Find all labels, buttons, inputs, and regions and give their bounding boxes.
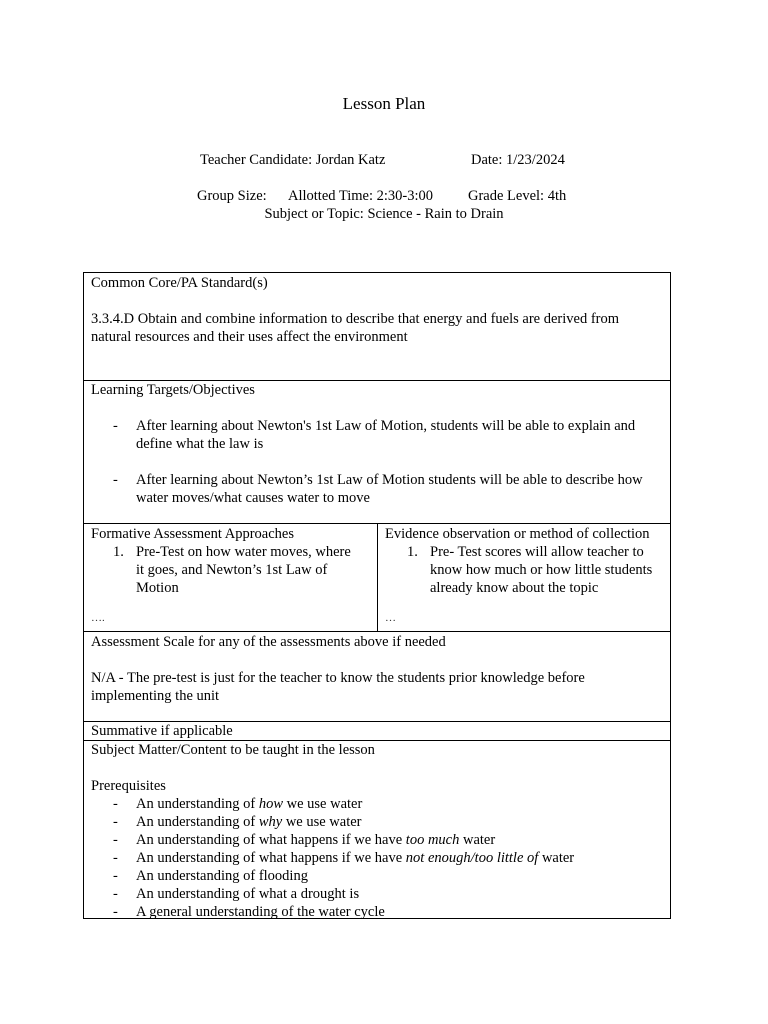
teacher-candidate: Teacher Candidate: Jordan Katz	[200, 152, 386, 168]
prerequisite-item	[91, 795, 670, 813]
prerequisite-text: An understanding of what a drought is	[136, 886, 360, 902]
dash-bullet: -	[113, 850, 118, 866]
prerequisite-text-end: we use water	[283, 796, 363, 812]
objectives-section	[84, 381, 670, 524]
dash-bullet: -	[113, 868, 118, 884]
prerequisite-emphasis: how	[258, 796, 283, 812]
dash-bullet: -	[113, 886, 118, 902]
prerequisite-item	[91, 831, 670, 849]
list-number: 1.	[113, 544, 124, 560]
objective-1-line-1: After learning about Newton's 1st Law of Motion, students will be able to explain and	[136, 418, 636, 434]
assessment-scale-section	[84, 632, 670, 722]
prerequisite-text: An understanding of what happens if we have	[136, 850, 406, 866]
prerequisite-text-end: we use water	[282, 814, 362, 830]
standards-text-line-1: 3.3.4.D Obtain and combine information to describe that energy and fuels are derived from	[91, 311, 620, 327]
prerequisites-heading: Prerequisites	[91, 778, 166, 794]
prerequisite-item	[91, 849, 670, 867]
formative-heading: Formative Assessment Approaches	[91, 526, 294, 542]
prerequisite-text: An understanding of what happens if we have	[136, 832, 406, 848]
dash-bullet: -	[113, 904, 118, 920]
subject-matter-section	[84, 741, 670, 919]
formative-ellipsis: ….	[91, 612, 105, 624]
prerequisite-emphasis: too much	[405, 832, 460, 848]
allotted-time: Allotted Time: 2:30-3:00	[288, 188, 434, 204]
prerequisite-text-end: water	[538, 850, 575, 866]
formative-evidence-section	[84, 524, 670, 632]
grade-level: Grade Level: 4th	[468, 188, 567, 204]
objective-item	[91, 471, 670, 507]
dash-bullet: -	[113, 472, 118, 488]
evidence-ellipsis: …	[385, 612, 396, 624]
summative-section	[84, 722, 670, 741]
evidence-cell	[378, 524, 670, 631]
lesson-date: Date: 1/23/2024	[471, 152, 565, 168]
evidence-line-1: Pre- Test scores will allow teacher to	[430, 544, 644, 560]
evidence-line-2: know how much or how little students	[430, 562, 653, 578]
prerequisite-item	[91, 885, 670, 903]
prerequisite-item	[91, 867, 670, 885]
assessment-scale-line-2: implementing the unit	[91, 688, 220, 704]
subject-matter-heading: Subject Matter/Content to be taught in the lesson	[91, 742, 375, 758]
prerequisite-emphasis: why	[258, 814, 283, 830]
prerequisites-list	[91, 795, 670, 921]
lesson-plan-table	[83, 272, 671, 919]
objective-item	[91, 417, 670, 453]
dash-bullet: -	[113, 796, 118, 812]
standards-text-line-2: natural resources and their uses affect the environment	[91, 329, 408, 345]
dash-bullet: -	[113, 832, 118, 848]
prerequisite-item	[91, 813, 670, 831]
page-title: Lesson Plan	[342, 94, 426, 113]
prerequisite-item	[91, 903, 670, 921]
objective-1-line-2: define what the law is	[136, 436, 264, 452]
formative-cell	[84, 524, 378, 631]
assessment-scale-line-1: N/A - The pre-test is just for the teacher to know the students prior knowledge before	[91, 670, 585, 686]
subject-topic: Subject or Topic: Science - Rain to Drain	[264, 206, 504, 222]
evidence-item	[385, 543, 670, 597]
dash-bullet: -	[113, 814, 118, 830]
objectives-heading: Learning Targets/Objectives	[91, 382, 255, 398]
dash-bullet: -	[113, 418, 118, 434]
standards-heading: Common Core/PA Standard(s)	[91, 275, 268, 291]
formative-line-3: Motion	[136, 580, 179, 596]
evidence-heading: Evidence observation or method of collection	[385, 526, 650, 542]
objective-2-line-1: After learning about Newton’s 1st Law of Motion students will be able to describe how	[136, 472, 643, 488]
summative-heading: Summative if applicable	[91, 723, 233, 739]
prerequisite-text-end: water	[459, 832, 496, 848]
formative-item	[91, 543, 377, 597]
formative-line-2: it goes, and Newton’s 1st Law of	[136, 562, 328, 578]
evidence-line-3: already know about the topic	[430, 580, 599, 596]
formative-line-1: Pre-Test on how water moves, where	[136, 544, 351, 560]
prerequisite-emphasis: not enough/too little of	[405, 850, 539, 866]
group-size: Group Size:	[197, 188, 267, 204]
objective-2-line-2: water moves/what causes water to move	[136, 490, 370, 506]
assessment-scale-heading: Assessment Scale for any of the assessments above if needed	[91, 634, 446, 650]
standards-section	[84, 273, 670, 381]
prerequisite-text: A general understanding of the water cycle	[136, 904, 385, 920]
prerequisite-text: An understanding of flooding	[136, 868, 308, 884]
prerequisite-text: An understanding of	[136, 814, 259, 830]
prerequisite-text: An understanding of	[136, 796, 259, 812]
list-number: 1.	[407, 544, 418, 560]
